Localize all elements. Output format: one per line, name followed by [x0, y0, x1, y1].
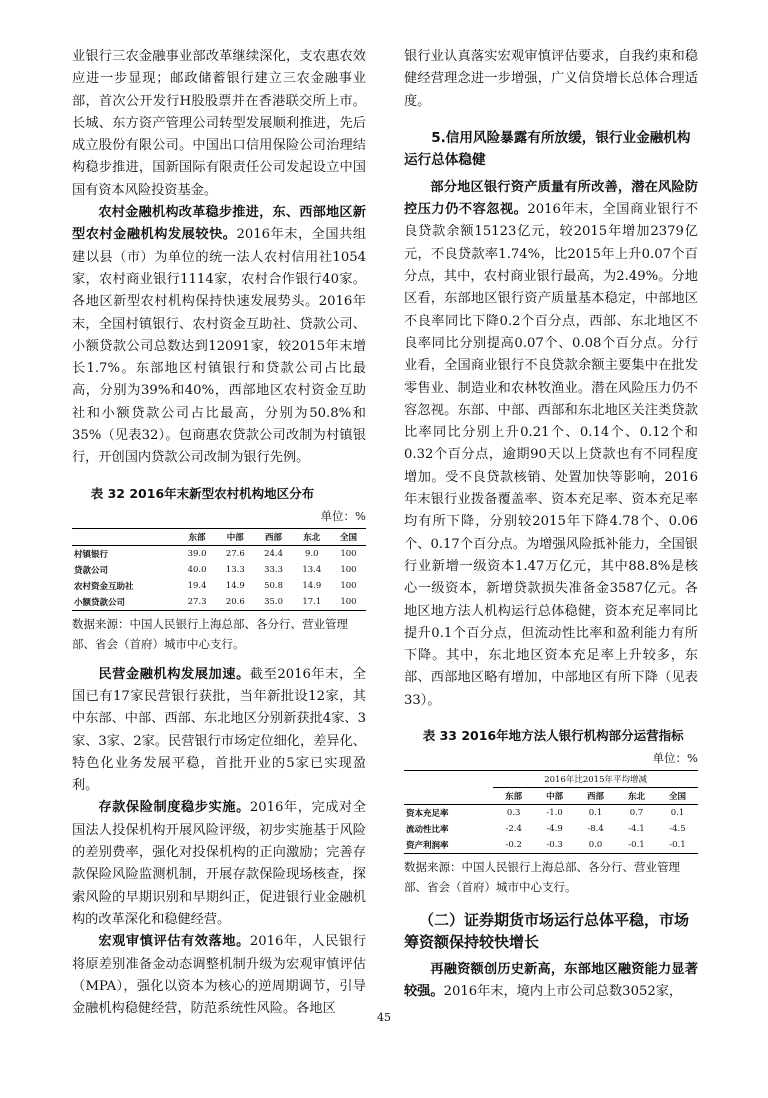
table-cell: -4.5 [669, 824, 686, 835]
paragraph-private-banks [72, 664, 366, 798]
table-cell: 农村资金互助社 [74, 581, 134, 592]
text-private-banks: 截至2016年末，全国已有17家民营银行获批，当年新批设12家，其中东部、中部、西部、东北地区分别新获批4家、3家、3家、2家。民营银行市场定位细化，差异化、特色化业务发展平稳，首批开业的5家已实现盈利。 [72, 666, 367, 794]
table-cell: -4.1 [628, 824, 645, 835]
table-header-cell: 中部 [216, 528, 254, 545]
paragraph-deposit-insurance [72, 797, 366, 931]
table-row [72, 594, 366, 611]
table-cell: 9.0 [305, 548, 319, 559]
right-column [404, 46, 698, 1004]
table-row [72, 562, 366, 578]
table-cell: 27.6 [225, 548, 245, 559]
table-header-cell [72, 528, 178, 545]
table-header-cell [404, 771, 493, 788]
table-header-cell: 全国 [657, 788, 698, 805]
table-row [404, 805, 698, 822]
table-cell: 资本充足率 [406, 809, 449, 820]
table-row [72, 578, 366, 594]
table-cell: 50.8 [264, 580, 284, 591]
table-cell: -8.4 [587, 824, 604, 835]
paragraph-mpa [72, 931, 366, 1020]
table-cell: 17.1 [293, 594, 331, 611]
table-cell: 20.6 [216, 594, 254, 611]
table-cell: 35.0 [254, 594, 292, 611]
text-rural-reform: 2016年末，全国共组建以县（市）为单位的统一法人农村信用社1054家，农村商业银行1114家，农村合作银行40家。各地区新型农村机构保持快速发展势头。2016年末，全国村镇银行、农村资金互助社、贷款公司、小额贷款公司总数达到12091家，较2015年末增长1.7%。东部地区村镇银行和贷款公司占比最高，分别为39%和40%，西部地区农村资金互助社和小额贷款公司占比最高，分别为50.8%和35%（见表32）。包商惠农贷款公司改制为村镇银行，开创国内贷款公司改制为银行先例。 [72, 227, 367, 466]
text-deposit-insurance: 2016年，完成对全国法人投保机构开展风险评级，初步实施基于风险的差别费率，强化对投保机构的正向激励；完善存款保险风险监测机制，开展存款保险现场核查，探索风险的早期识别和早期纠正，促进银行业金融机构的改革深化和稳健经营。 [72, 800, 367, 927]
table-cell: 0.7 [629, 808, 644, 819]
table-33 [404, 770, 698, 854]
table-header-cell: 西部 [575, 788, 616, 805]
table-row [404, 837, 698, 854]
table-header-cell: 西部 [254, 528, 292, 545]
paragraph-left-1: 业银行三农金融事业部改革继续深化，支农惠农效应进一步显现；邮政储蓄银行建立三农金融事业部，首次公开发行H股股票并在香港联交所上市。长城、东方资产管理公司转型发展顺利推进，先后成立股份有限公司。中国出口信用保险公司治理结构稳步推进，国新国际有限责任公司发起设立中国国有资本风险投资基金。 [72, 49, 366, 198]
table-row [72, 545, 366, 562]
text-mpa: 2016年，人民银行将原差别准备金动态调整机制升级为宏观审慎评估（MPA），强化以资本为核心的逆周期调节，引导金融机构稳健经营，防范系统性风险。各地区 [72, 934, 367, 1017]
lead-mpa: 宏观审慎评估有效落地。 [98, 934, 250, 950]
table-cell: 0.1 [670, 808, 685, 819]
section-heading-securities: （二）证券期货市场运行总体平稳，市场筹资额保持较快增长 [404, 911, 690, 952]
table-cell: 14.9 [302, 580, 322, 591]
table-cell: 27.3 [178, 594, 216, 611]
paragraph-asset-quality [404, 177, 698, 712]
table-cell: -0.1 [657, 837, 698, 854]
lead-private-banks: 民营金融机构发展加速。 [98, 666, 250, 682]
paragraph-rural-reform [72, 202, 366, 470]
table-header-cell: 东部 [178, 528, 216, 545]
table-cell: -2.4 [505, 824, 522, 835]
table-cell: 小额贷款公司 [72, 594, 178, 611]
table-cell: 100 [340, 564, 357, 575]
table-cell: -1.0 [546, 808, 563, 819]
table-header-cell: 东北 [616, 788, 657, 805]
table-cell: 13.4 [302, 564, 322, 575]
table-header-cell: 东北 [293, 528, 331, 545]
table-33-title: 表 33 2016年地方法人银行机构部分运营指标 [422, 728, 684, 744]
table-header-cell: 中部 [534, 788, 575, 805]
table-cell: 100 [340, 548, 357, 559]
table-cell: 33.3 [264, 564, 284, 575]
lead-asset-quality: 部分地区银行资产质量有所改善，潜在风险防控压力仍不容忽视。 [404, 179, 698, 218]
table-cell: -0.1 [616, 837, 657, 854]
text-asset-quality: 2016年末，全国商业银行不良贷款余额15123亿元，较2015年增加2379亿元，不良贷款率1.74%，比2015年上升0.07个百分点，其中，农村商业银行最高，为2.49%。分地区看，东部地区银行资产质量基本稳定，中部地区不良率同比下降0.2个百分点，西部、东北地区不良率同比分别提高0.07个、0.08个百分点。分行业看，全国商业银行不良贷款余额主要集中在批发零售业、制造业和农林牧渔业。潜在风险压力仍不容忽视。东部、中部、西部和东北地区关注类贷款比率同比分别上升0.21个、0.14个、0.12个和0.32个百分点，逾期90天以上贷款也有不同程度增加。受不良贷款核销、处置加快等影响，2016年末银行业拨备覆盖率、资本充足率、资本充足率均有所下降，分别较2015年下降4.78个、0.06个、0.17个百分点。为增强风险抵补能力，全国银行业新增一级资本1.47万亿元，其中88.8%是核心一级资本，新增贷款损失准备金3587亿元。各地区地方法人机构运行总体稳健，资本充足率同比提升0.1个百分点，但流动性比率和盈利能力有所下降。其中，东北地区资本充足率上升较多，东部、西部地区略有增加，中部地区有所下降（见表33）。 [404, 202, 699, 708]
table-span-header: 2016年比2015年平均增减 [493, 771, 698, 788]
table-33-unit: 单位：% [652, 751, 698, 766]
table-32-title: 表 32 2016年末新型农村机构地区分布 [90, 485, 315, 501]
table-32-source: 数据来源：中国人民银行上海总部、各分行、营业管理部、省会（首府）城市中心支行。 [72, 616, 348, 651]
table-cell: 资产利润率 [404, 837, 493, 854]
table-row [404, 821, 698, 837]
table-cell: 100 [331, 594, 366, 611]
text-refinancing: 2016年末，境内上市公司总数3052家， [443, 984, 683, 1000]
paragraph-right-1: 银行业认真落实宏观审慎评估要求，自我约束和稳健经营理念进一步增强，广义信贷增长总体合理适度。 [404, 49, 698, 109]
table-cell: 14.9 [225, 580, 245, 591]
table-cell: -0.2 [493, 837, 534, 854]
table-cell: 贷款公司 [74, 565, 109, 576]
table-32 [72, 528, 366, 611]
table-header-cell: 东部 [493, 788, 534, 805]
section-heading-credit-risk: 5.信用风险暴露有所放缓，银行业金融机构运行总体稳健 [404, 129, 691, 168]
table-cell: 100 [340, 580, 357, 591]
table-cell: 13.3 [225, 564, 245, 575]
paragraph-refinancing [404, 959, 698, 1004]
table-cell: 村镇银行 [74, 549, 109, 560]
table-cell: -0.3 [534, 837, 575, 854]
table-32-unit: 单位：% [320, 508, 366, 523]
page-number: 45 [377, 1011, 391, 1024]
table-cell: 39.0 [187, 548, 207, 559]
table-cell: 0.0 [575, 837, 616, 854]
table-cell: 流动性比率 [406, 825, 449, 836]
table-cell: 40.0 [187, 564, 207, 575]
left-column [72, 46, 366, 1020]
table-cell: -4.9 [546, 824, 563, 835]
table-cell: 0.3 [506, 808, 521, 819]
lead-refinancing: 再融资额创历史新高，东部地区融资能力显著较强。 [404, 962, 698, 1000]
lead-deposit-insurance: 存款保险制度稳步实施。 [98, 800, 250, 816]
table-header-cell [404, 788, 493, 805]
table-cell: 19.4 [187, 580, 207, 591]
table-33-source: 数据来源：中国人民银行上海总部、各分行、营业管理部、省会（首府）城市中心支行。 [404, 860, 680, 895]
table-cell: 24.4 [264, 548, 284, 559]
table-header-cell: 全国 [331, 528, 366, 545]
lead-rural-reform: 农村金融机构改革稳步推进，东、西部地区新型农村金融机构发展较快。 [72, 205, 366, 243]
table-cell: 0.1 [588, 808, 603, 819]
